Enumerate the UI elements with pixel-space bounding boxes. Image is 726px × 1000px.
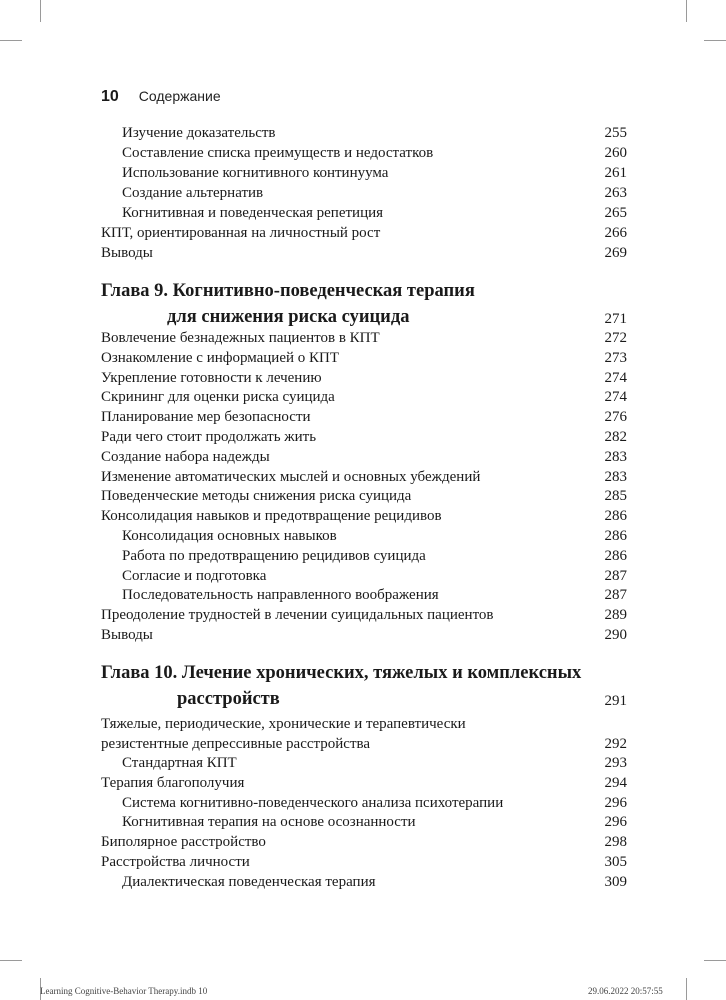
toc-entry xyxy=(101,714,627,734)
crop-mark xyxy=(704,960,726,961)
toc-subentry xyxy=(122,872,627,892)
toc-entry-title: КПТ, ориентированная на личностный рост xyxy=(101,225,381,241)
toc-entry-page: 261 xyxy=(604,165,627,181)
crop-mark xyxy=(0,40,22,41)
chapter-heading xyxy=(101,660,627,712)
toc-entry-page: 287 xyxy=(604,567,627,584)
toc-entry-title: Ради чего стоит продолжать жить xyxy=(101,429,317,445)
toc-entry-page: 274 xyxy=(604,389,627,406)
crop-mark xyxy=(0,960,22,961)
toc-entry-page: 274 xyxy=(604,369,627,386)
crop-mark xyxy=(40,0,41,22)
toc-entry-title: Скрининг для оценки риска суицида xyxy=(101,389,335,406)
toc-entry-title: Преодоление трудностей в лечении суицидальных пациентов xyxy=(101,607,494,624)
toc-entry-title: Тяжелые, периодические, хронические и терапевтически xyxy=(101,716,466,732)
toc-entry xyxy=(101,467,627,487)
toc-entry-title: Укрепление готовности к лечению xyxy=(101,369,322,386)
toc-entry xyxy=(101,223,627,243)
toc-subentry xyxy=(122,753,627,773)
toc-subentry xyxy=(122,203,627,223)
crop-mark xyxy=(704,40,726,41)
toc-entry-page: 290 xyxy=(604,627,627,643)
toc-entry-page: 296 xyxy=(604,814,627,831)
toc-entry xyxy=(101,773,627,793)
toc-subentry xyxy=(122,143,627,163)
toc-entry-page: 289 xyxy=(604,607,627,624)
toc-subentry xyxy=(122,183,627,203)
toc-entry-page: 283 xyxy=(604,448,627,465)
toc-entry-title: Терапия благополучия xyxy=(101,774,245,791)
running-head-title: Содержание xyxy=(138,88,221,104)
toc-subentry xyxy=(122,585,627,605)
toc-entry-title: Вовлечение безнадежных пациентов в КПТ xyxy=(101,330,380,346)
toc-entry-page: 282 xyxy=(604,429,627,445)
toc-entry-page: 272 xyxy=(604,330,627,346)
toc-entry-title: Система когнитивно-поведенческого анализа психотерапии xyxy=(122,794,504,811)
chapter-title-line: расстройств xyxy=(177,689,280,709)
toc-entry xyxy=(101,243,627,263)
print-slug-file: Learning Cognitive-Behavior Therapy.indb 10 xyxy=(40,986,208,996)
toc-entry xyxy=(101,427,627,447)
page-number: 10 xyxy=(101,88,119,105)
toc-entry xyxy=(101,328,627,348)
toc-entry-page: 263 xyxy=(604,185,627,201)
toc-subentry xyxy=(122,546,627,566)
toc-entry xyxy=(101,447,627,467)
chapter-title-line: для снижения риска суицида xyxy=(167,307,410,327)
toc-entry-page: 305 xyxy=(604,854,627,870)
toc-entry-page: 283 xyxy=(604,468,627,485)
toc-entry-title: Расстройства личности xyxy=(101,854,250,870)
toc-entry-title: Консолидация навыков и предотвращение рецидивов xyxy=(101,508,442,525)
crop-mark xyxy=(686,0,687,22)
toc-entry-title: Создание альтернатив xyxy=(122,185,264,201)
toc-entry xyxy=(101,387,627,407)
toc-entry-title: Биполярное расстройство xyxy=(101,834,266,851)
toc-subentry xyxy=(122,812,627,832)
running-head xyxy=(101,88,221,110)
toc-entry-title: Создание набора надежды xyxy=(101,448,270,465)
toc-entry-page: 298 xyxy=(604,834,627,851)
toc-entry xyxy=(101,348,627,368)
toc-entry-title: Выводы xyxy=(101,627,153,643)
toc-entry-page: 286 xyxy=(604,547,627,564)
toc-entry-title: Консолидация основных навыков xyxy=(122,528,337,544)
toc-entry-page: 266 xyxy=(604,225,627,241)
crop-mark xyxy=(686,978,687,1000)
toc-entry xyxy=(101,368,627,388)
toc-entry-page: 265 xyxy=(604,205,627,221)
toc-entry-title: Ознакомление с информацией о КПТ xyxy=(101,349,340,366)
toc-entry-page: 269 xyxy=(604,245,627,261)
toc-entry-title: Последовательность направленного воображения xyxy=(122,587,439,604)
toc-entry-title: Когнитивная терапия на основе осознанности xyxy=(122,814,416,831)
toc-entry-title: Изменение автоматических мыслей и основных убеждений xyxy=(101,468,481,485)
toc-entry-title: Диалектическая поведенческая терапия xyxy=(122,873,376,890)
toc-entry-title: Стандартная КПТ xyxy=(122,755,237,771)
toc-entry-page: 286 xyxy=(604,528,627,544)
toc-entry-title: Выводы xyxy=(101,245,153,261)
toc-entry-page: 309 xyxy=(604,873,627,890)
toc-entry-title: Составление списка преимуществ и недостатков xyxy=(122,145,434,161)
toc-entry xyxy=(101,486,627,506)
chapter-heading xyxy=(101,278,627,330)
toc-subentry xyxy=(122,793,627,813)
toc-subentry xyxy=(122,163,627,183)
toc-entry-page: 286 xyxy=(604,508,627,525)
toc-entry-page: 285 xyxy=(604,488,627,505)
chapter-title-line: Глава 9. Когнитивно-поведенческая терапия xyxy=(101,281,475,301)
toc-entry-title: Когнитивная и поведенческая репетиция xyxy=(122,205,384,221)
toc-entry-title: резистентные депрессивные расстройства xyxy=(101,736,371,752)
chapter-page-number: 291 xyxy=(604,693,627,709)
toc-entry xyxy=(101,506,627,526)
print-slug-datetime: 29.06.2022 20:57:55 xyxy=(588,986,663,996)
toc-entry-title: Использование когнитивного континуума xyxy=(122,165,389,181)
toc-entry-page: 273 xyxy=(604,349,627,366)
chapter-page-number: 271 xyxy=(604,311,627,327)
toc-entry-title: Согласие и подготовка xyxy=(122,567,267,584)
toc-entry-page: 276 xyxy=(604,409,627,426)
toc-entry-page: 294 xyxy=(604,774,627,791)
toc-subentry xyxy=(122,566,627,586)
toc-entry xyxy=(101,407,627,427)
toc-entry-title: Работа по предотвращению рецидивов суицида xyxy=(122,547,426,564)
toc-entry xyxy=(101,852,627,872)
toc-entry-page: 255 xyxy=(604,125,627,141)
toc-entry-title: Изучение доказательств xyxy=(122,125,276,141)
toc-entry-page: 296 xyxy=(604,794,627,811)
toc-entry xyxy=(101,734,627,754)
toc-entry xyxy=(101,605,627,625)
toc-entry xyxy=(101,625,627,645)
toc-entry-title: Планирование мер безопасности xyxy=(101,409,311,426)
toc-entry-page: 287 xyxy=(604,587,627,604)
toc-entry-page: 260 xyxy=(604,145,627,161)
toc-entry xyxy=(101,832,627,852)
toc-entry-title: Поведенческие методы снижения риска суицида xyxy=(101,488,412,505)
chapter-title-line: Глава 10. Лечение хронических, тяжелых и комплексных xyxy=(101,663,582,683)
toc-subentry xyxy=(122,526,627,546)
toc-subentry xyxy=(122,123,627,143)
toc-entry-page: 293 xyxy=(604,755,627,771)
toc-entry-page: 292 xyxy=(604,736,627,752)
